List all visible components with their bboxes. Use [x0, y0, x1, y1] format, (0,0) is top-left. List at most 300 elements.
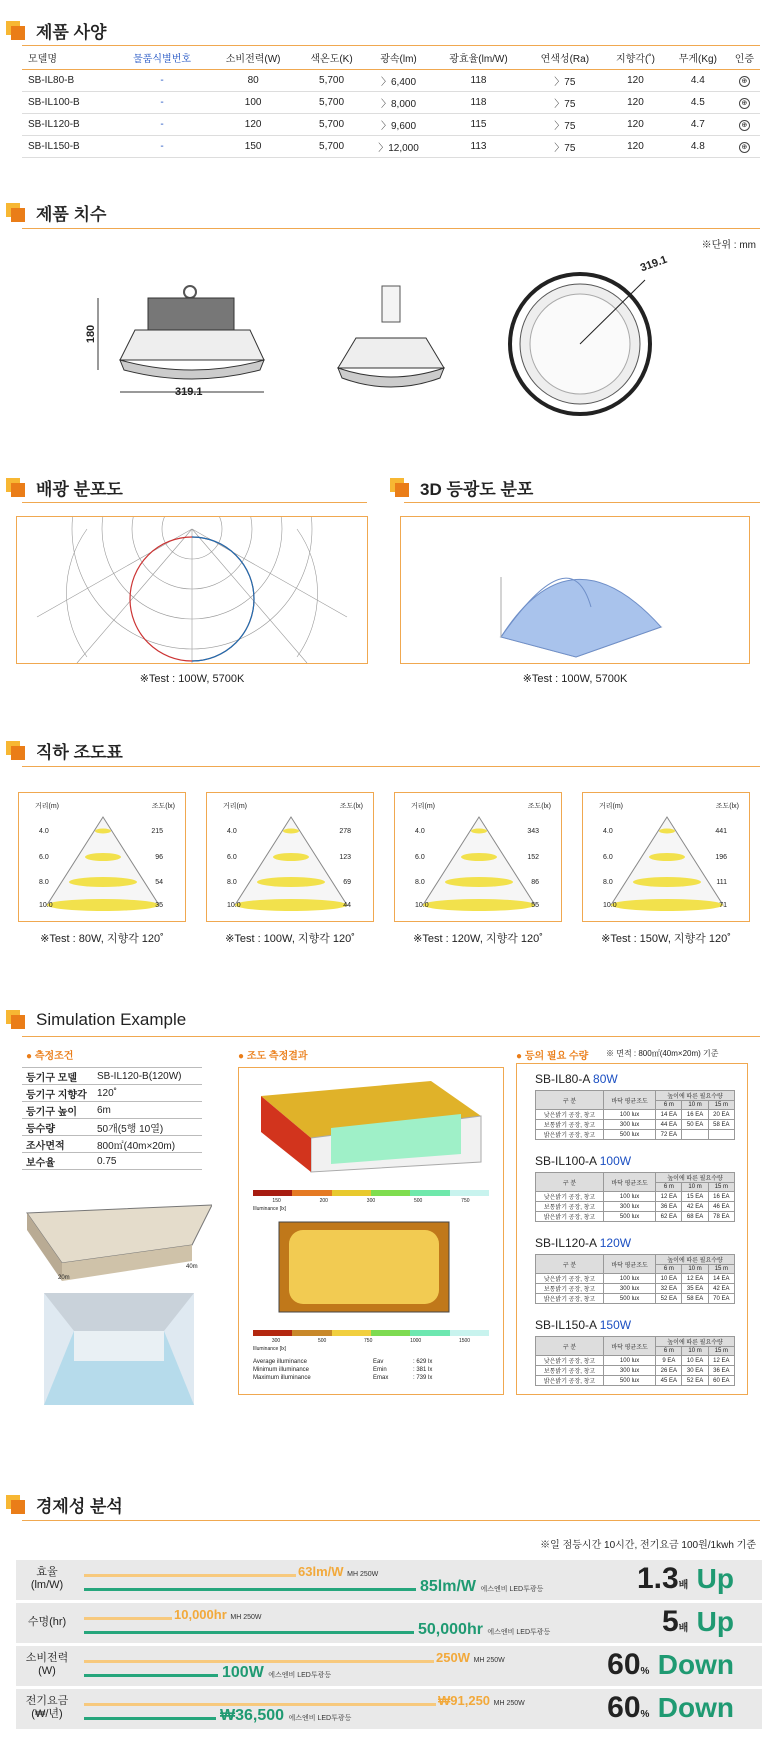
lux-label: 조도(lx): [527, 803, 551, 810]
mh-value-text: 10,000hr: [174, 1607, 227, 1622]
room-width-label: 20m: [58, 1275, 70, 1281]
cond-value: 6m: [97, 1102, 202, 1119]
model-name: [535, 1072, 618, 1086]
cell-id: -: [115, 136, 209, 158]
distance-value: 4.0: [415, 828, 425, 835]
spec-col-cri: 연색성(Ra): [526, 46, 604, 70]
warehouse-render: [44, 1293, 194, 1405]
need-cell: 500 lux: [604, 1130, 656, 1140]
need-cell: 100 lux: [604, 1274, 656, 1284]
cond-key: 등기구 높이: [22, 1102, 97, 1119]
led-value: [420, 1578, 543, 1596]
cell-flux: 〉8,000: [366, 92, 432, 114]
comparison-bar-mh: [84, 1617, 172, 1620]
led-label: 에스엔비 LED투광등: [480, 1586, 544, 1593]
improvement-direction: Up: [696, 1606, 734, 1637]
distance-value: 8.0: [603, 879, 613, 886]
cell-id: -: [115, 92, 209, 114]
model-watt: 100W: [599, 1154, 632, 1168]
lux-value: 54: [155, 879, 163, 886]
illuminance-caption: ※Test : 80W, 지향각 120˚: [40, 933, 164, 945]
spec-col-cert: 인증: [729, 46, 760, 70]
scale-tick: 1000: [410, 1338, 422, 1344]
need-cell: 62 EA: [656, 1212, 682, 1222]
need-head: 15 m: [708, 1183, 734, 1192]
distance-value: 8.0: [415, 879, 425, 886]
need-cell: 10 EA: [682, 1356, 708, 1366]
econ-label: [16, 1566, 78, 1592]
need-cell: 보통밝기 공장, 창고: [536, 1120, 604, 1130]
model-watt: 120W: [599, 1236, 632, 1250]
table-row: [22, 1068, 202, 1085]
illuminance-caption: ※Test : 100W, 지향각 120˚: [225, 933, 355, 945]
improvement-figure: [607, 1648, 734, 1682]
divider: [22, 1036, 760, 1037]
econ-label-line: 효율: [36, 1566, 58, 1578]
scale-tick: 1500: [458, 1338, 471, 1344]
need-head: 높이에 따른 필요수량: [656, 1091, 735, 1101]
need-head: 높이에 따른 필요수량: [656, 1337, 735, 1347]
improvement-figure: [637, 1562, 734, 1596]
section-bullet-icon: [6, 21, 26, 41]
scale-1-axis-label: Illuminance [lx]: [253, 1206, 287, 1212]
need-cell: 밝은밝기 공장, 창고: [536, 1212, 604, 1222]
lux-value: 96: [155, 854, 163, 861]
lux-label: 조도(lx): [715, 803, 739, 810]
need-title: ● 등의 필요 수량: [516, 1051, 589, 1062]
cell-cct: 5,700: [297, 114, 365, 136]
spec-col-weight: 무게(Kg): [667, 46, 729, 70]
need-cell: 10 EA: [656, 1274, 682, 1284]
led-value-text: ₩36,500: [220, 1707, 285, 1724]
led-value: [220, 1707, 351, 1725]
need-cell: 36 EA: [656, 1202, 682, 1212]
stat-label: Average illuminance: [253, 1359, 307, 1365]
cell-model: SB-IL120-B: [22, 114, 115, 136]
table-row: [22, 114, 760, 136]
improvement-direction: Down: [657, 1649, 734, 1680]
table-row: [22, 92, 760, 114]
need-cell: 36 EA: [708, 1366, 734, 1376]
need-cell: 100 lux: [604, 1356, 656, 1366]
distance-value: 8.0: [227, 879, 237, 886]
cond-value: 120˚: [97, 1085, 202, 1102]
lux-value: 44: [343, 902, 351, 909]
need-cell: 16 EA: [708, 1192, 734, 1202]
conditions-title: ● 측정조건: [26, 1051, 74, 1062]
need-head: 10 m: [682, 1183, 708, 1192]
cond-value: 800㎡(40m×20m): [97, 1136, 202, 1153]
cell-cct: 5,700: [297, 92, 365, 114]
mh-label: MH 250W: [230, 1614, 262, 1621]
scale-tick: 300: [271, 1338, 281, 1344]
model-code: SB-IL100-A: [535, 1154, 597, 1168]
cell-angle: 120: [604, 114, 667, 136]
mh-label: MH 250W: [493, 1700, 525, 1707]
improvement-value: 60: [607, 1648, 641, 1681]
distance-value: 4.0: [603, 828, 613, 835]
improvement-value: 5: [661, 1605, 679, 1638]
spec-col-flux: 광속(lm): [366, 46, 432, 70]
need-cell: 60 EA: [708, 1376, 734, 1386]
mh-value-text: 250W: [436, 1650, 470, 1665]
need-head: 높이에 따른 필요수량: [656, 1255, 735, 1265]
polar-diagram-panel: [16, 516, 368, 664]
need-head: 6 m: [656, 1347, 682, 1356]
mh-label: MH 250W: [347, 1571, 379, 1578]
need-cell: 14 EA: [656, 1110, 682, 1120]
lux-value: 343: [527, 828, 539, 835]
need-head: 구 분: [536, 1091, 604, 1110]
need-cell: 9 EA: [656, 1356, 682, 1366]
spec-col-power: 소비전력(W): [209, 46, 297, 70]
cell-cri: 〉75: [526, 70, 604, 92]
led-value: [418, 1621, 550, 1639]
need-head: 15 m: [708, 1101, 734, 1110]
lux-value: 111: [716, 879, 727, 886]
need-cell: 78 EA: [708, 1212, 734, 1222]
table-row: [22, 1102, 202, 1119]
led-value-text: 50,000hr: [418, 1621, 483, 1638]
table-row: [536, 1356, 735, 1366]
illuminance-caption: ※Test : 120W, 지향각 120˚: [413, 933, 543, 945]
led-value-text: 100W: [222, 1664, 264, 1681]
lux-value: 55: [531, 902, 539, 909]
need-cell: 44 EA: [656, 1120, 682, 1130]
scale-tick: 500: [317, 1338, 327, 1344]
distance-label: 거리(m): [35, 803, 60, 810]
illuminance-caption: ※Test : 150W, 지향각 120˚: [601, 933, 731, 945]
need-cell: 72 EA: [656, 1130, 682, 1140]
improvement-unit: %: [640, 1709, 650, 1720]
improvement-direction: Down: [657, 1692, 734, 1723]
spec-col-id: 물품식별번호: [115, 46, 209, 70]
distance-label: 거리(m): [599, 803, 624, 810]
distance-value: 8.0: [39, 879, 49, 886]
need-cell: 500 lux: [604, 1212, 656, 1222]
dimension-title: 제품 치수: [36, 205, 107, 224]
distance-value: 10.0: [39, 902, 53, 909]
cell-cri: 〉75: [526, 92, 604, 114]
cell-flux: 〉6,400: [366, 70, 432, 92]
need-cell: 15 EA: [682, 1192, 708, 1202]
cell-cert: [729, 136, 760, 158]
cell-id: -: [115, 114, 209, 136]
need-head: 6 m: [656, 1265, 682, 1274]
polar-diagram: [17, 517, 367, 663]
divider: [22, 1520, 760, 1521]
lux-value: 86: [531, 879, 539, 886]
stat-label: Minimum illuminance: [253, 1367, 310, 1373]
color-scale-1: [253, 1190, 489, 1196]
need-cell: 35 EA: [682, 1284, 708, 1294]
need-cell: 58 EA: [682, 1294, 708, 1304]
need-cell: 26 EA: [656, 1366, 682, 1376]
need-note: ※ 면적 : 800㎡(40m×20m) 기준: [606, 1049, 719, 1058]
distance-label: 거리(m): [411, 803, 436, 810]
cell-cct: 5,700: [297, 70, 365, 92]
scale-1-ticks: [253, 1198, 489, 1204]
economics-row-power: [16, 1646, 762, 1686]
lux-label: 조도(lx): [339, 803, 363, 810]
improvement-figure: [607, 1691, 734, 1725]
need-head: 높이에 따른 필요수량: [656, 1173, 735, 1183]
divider: [22, 766, 760, 767]
cell-angle: 120: [604, 136, 667, 158]
cell-model: SB-IL100-B: [22, 92, 115, 114]
table-row: [536, 1376, 735, 1386]
need-cell: 52 EA: [682, 1376, 708, 1386]
need-cell: 58 EA: [708, 1120, 734, 1130]
model-code: SB-IL120-A: [535, 1236, 597, 1250]
mh-value: [438, 1693, 525, 1708]
mh-label: MH 250W: [473, 1657, 505, 1664]
economics-section-header: [6, 1492, 123, 1517]
econ-label-line: 전기요금: [25, 1695, 69, 1707]
need-cell: 14 EA: [708, 1274, 734, 1284]
distance-value: 10.0: [227, 902, 241, 909]
table-row: [536, 1274, 735, 1284]
section-bullet-icon: [6, 1010, 26, 1030]
need-cell: 낮은밝기 공장, 창고: [536, 1110, 604, 1120]
distribution3d-title: 3D 등광도 분포: [420, 480, 534, 499]
simulation-section-header: [6, 1010, 186, 1030]
cell-efficacy: 115: [431, 114, 525, 136]
model-name: [535, 1318, 631, 1332]
color-scale-2: [253, 1330, 489, 1336]
need-table: [535, 1336, 735, 1386]
comparison-bar-mh: [84, 1574, 296, 1577]
scale-tick: 500: [413, 1198, 423, 1204]
scale-2-axis-label: Illuminance [lx]: [253, 1346, 287, 1352]
improvement-unit: %: [640, 1666, 650, 1677]
distance-value: 4.0: [39, 828, 49, 835]
need-cell: 밝은밝기 공장, 창고: [536, 1130, 604, 1140]
illuminance-cone-80w: [18, 792, 186, 922]
lux-value: 215: [151, 828, 163, 835]
stat-value: : 381 lx: [413, 1367, 433, 1373]
distance-value: 6.0: [39, 854, 49, 861]
economics-title: 경제성 분석: [36, 1497, 123, 1516]
illuminance-cone-100w: [206, 792, 374, 922]
cell-cert: [729, 70, 760, 92]
need-cell: 30 EA: [682, 1366, 708, 1376]
mh-value-text: ₩91,250: [438, 1693, 491, 1708]
need-cell: 12 EA: [682, 1274, 708, 1284]
3d-surface-plot: [401, 517, 749, 663]
led-value-text: 85lm/W: [420, 1578, 477, 1595]
mh-value-text: 63lm/W: [298, 1564, 344, 1579]
need-head: 6 m: [656, 1183, 682, 1192]
need-head: 10 m: [682, 1265, 708, 1274]
divider: [404, 502, 760, 503]
required-quantity-panel: [516, 1063, 748, 1395]
led-label: 에스엔비 LED투광등: [268, 1672, 332, 1679]
lux-value: 196: [715, 854, 727, 861]
cell-model: SB-IL80-B: [22, 70, 115, 92]
need-cell: 보통밝기 공장, 창고: [536, 1284, 604, 1294]
need-cell: 12 EA: [656, 1192, 682, 1202]
scale-tick: 300: [366, 1198, 376, 1204]
illuminance-isoline-map: [259, 1218, 459, 1324]
illuminance-stats: [253, 1358, 489, 1382]
distribution3d-caption: ※Test : 100W, 5700K: [522, 673, 628, 685]
cond-key: 등수량: [22, 1119, 97, 1136]
simulation-results-panel: [238, 1067, 504, 1395]
comparison-bar-led: [84, 1631, 414, 1634]
need-cell: 밝은밝기 공장, 창고: [536, 1294, 604, 1304]
distribution-title: 배광 분포도: [36, 480, 123, 499]
section-bullet-icon: [6, 478, 26, 498]
stat-row: [253, 1366, 489, 1374]
cell-power: 80: [209, 70, 297, 92]
econ-label-line: (W): [38, 1665, 56, 1677]
mh-value: [174, 1607, 262, 1622]
spec-col-model: 모델명: [22, 46, 115, 70]
top-view-drawing: [505, 262, 665, 422]
cell-cct: 5,700: [297, 136, 365, 158]
table-row: [536, 1130, 735, 1140]
economics-note: ※일 점등시간 10시간, 전기요금 100원/1kwh 기준: [540, 1540, 756, 1551]
lux-value: 152: [527, 854, 539, 861]
economics-row-lifetime: [16, 1603, 762, 1643]
table-row: [536, 1110, 735, 1120]
led-label: 에스엔비 LED투광등: [487, 1629, 551, 1636]
distribution3d-section-header: [390, 475, 533, 500]
need-head: 10 m: [682, 1347, 708, 1356]
table-row: [22, 136, 760, 158]
spec-section-header: [6, 18, 106, 43]
cell-weight: 4.5: [667, 92, 729, 114]
cell-weight: 4.7: [667, 114, 729, 136]
distance-label: 거리(m): [223, 803, 248, 810]
need-cell: 42 EA: [682, 1202, 708, 1212]
economics-row-cost: [16, 1689, 762, 1729]
stat-row: [253, 1358, 489, 1366]
need-cell: 낮은밝기 공장, 창고: [536, 1192, 604, 1202]
econ-label-line: (lm/W): [30, 1579, 64, 1591]
table-row: [22, 1136, 202, 1153]
distribution-caption: ※Test : 100W, 5700K: [139, 673, 245, 685]
distance-value: 10.0: [603, 902, 617, 909]
cond-key: 등기구 모델: [22, 1068, 97, 1085]
need-cell: 낮은밝기 공장, 창고: [536, 1274, 604, 1284]
lux-label: 조도(lx): [151, 803, 175, 810]
cell-weight: 4.8: [667, 136, 729, 158]
need-cell: 300 lux: [604, 1120, 656, 1130]
econ-label: [16, 1695, 78, 1721]
table-row: [536, 1366, 735, 1376]
need-cell: 52 EA: [656, 1294, 682, 1304]
need-cell: 20 EA: [708, 1110, 734, 1120]
lux-value: 71: [719, 902, 727, 909]
cell-efficacy: 113: [431, 136, 525, 158]
distance-value: 4.0: [227, 828, 237, 835]
need-head: 바닥 평균조도: [604, 1337, 656, 1356]
table-row: [536, 1202, 735, 1212]
need-head: 15 m: [708, 1347, 734, 1356]
divider: [22, 228, 760, 229]
improvement-unit: 배: [678, 1580, 689, 1591]
need-cell: 50 EA: [682, 1120, 708, 1130]
need-head: 6 m: [656, 1101, 682, 1110]
illuminance-cone-120w: [394, 792, 562, 922]
need-cell: 42 EA: [708, 1284, 734, 1294]
distance-value: 6.0: [415, 854, 425, 861]
cell-power: 120: [209, 114, 297, 136]
economics-row-efficacy: [16, 1560, 762, 1600]
width-dim-label: 319.1: [175, 386, 203, 398]
improvement-value: 60: [607, 1691, 641, 1724]
need-cell: 300 lux: [604, 1366, 656, 1376]
table-row: [536, 1192, 735, 1202]
need-head: 바닥 평균조도: [604, 1255, 656, 1274]
econ-label-line: 수명(hr): [27, 1616, 67, 1628]
cond-key: 조사면적: [22, 1136, 97, 1153]
model-name: [535, 1154, 631, 1168]
need-head: 구 분: [536, 1255, 604, 1274]
cert-icon: ⊕: [739, 98, 750, 109]
need-cell: 100 lux: [604, 1192, 656, 1202]
divider: [22, 502, 367, 503]
mh-value: [436, 1650, 505, 1665]
need-head: 구 분: [536, 1173, 604, 1192]
spec-col-efficacy: 광효율(lm/W): [431, 46, 525, 70]
need-cell: 낮은밝기 공장, 창고: [536, 1356, 604, 1366]
led-label: 에스엔비 LED투광등: [288, 1715, 352, 1722]
need-table: [535, 1172, 735, 1222]
econ-label: [16, 1616, 78, 1629]
table-row: [22, 1085, 202, 1102]
need-cell: 500 lux: [604, 1294, 656, 1304]
need-cell: 500 lux: [604, 1376, 656, 1386]
spec-title: 제품 사양: [36, 23, 107, 42]
comparison-bar-mh: [84, 1660, 434, 1663]
cell-flux: 〉12,000: [366, 136, 432, 158]
econ-label: [16, 1652, 78, 1678]
need-table: [535, 1090, 735, 1140]
cell-id: -: [115, 70, 209, 92]
cell-power: 100: [209, 92, 297, 114]
cond-value: 50개(5행 10열): [97, 1119, 202, 1136]
diameter-dim-label: 319.1: [638, 253, 669, 275]
stat-row: [253, 1374, 489, 1382]
distance-value: 6.0: [603, 854, 613, 861]
front-view-drawing: [316, 278, 466, 388]
3d-distribution-panel: [400, 516, 750, 664]
model-watt: 150W: [599, 1318, 632, 1332]
improvement-figure: [662, 1605, 734, 1639]
table-row: [536, 1212, 735, 1222]
table-row: [536, 1284, 735, 1294]
distance-value: 6.0: [227, 854, 237, 861]
spec-col-angle: 지향각(˚): [604, 46, 667, 70]
section-bullet-icon: [6, 203, 26, 223]
stat-symbol: Emax: [373, 1375, 389, 1381]
led-value: [222, 1664, 331, 1682]
cell-cri: 〉75: [526, 136, 604, 158]
need-head: 구 분: [536, 1337, 604, 1356]
need-cell: 16 EA: [682, 1110, 708, 1120]
cell-cri: 〉75: [526, 114, 604, 136]
model-watt: 80W: [593, 1072, 618, 1086]
improvement-unit: 배: [678, 1623, 689, 1634]
section-bullet-icon: [390, 478, 410, 498]
dimension-section-header: [6, 200, 106, 225]
econ-label-line: (₩/년): [31, 1708, 63, 1720]
scale-tick: 200: [319, 1198, 328, 1204]
distribution-section-header: [6, 475, 123, 500]
